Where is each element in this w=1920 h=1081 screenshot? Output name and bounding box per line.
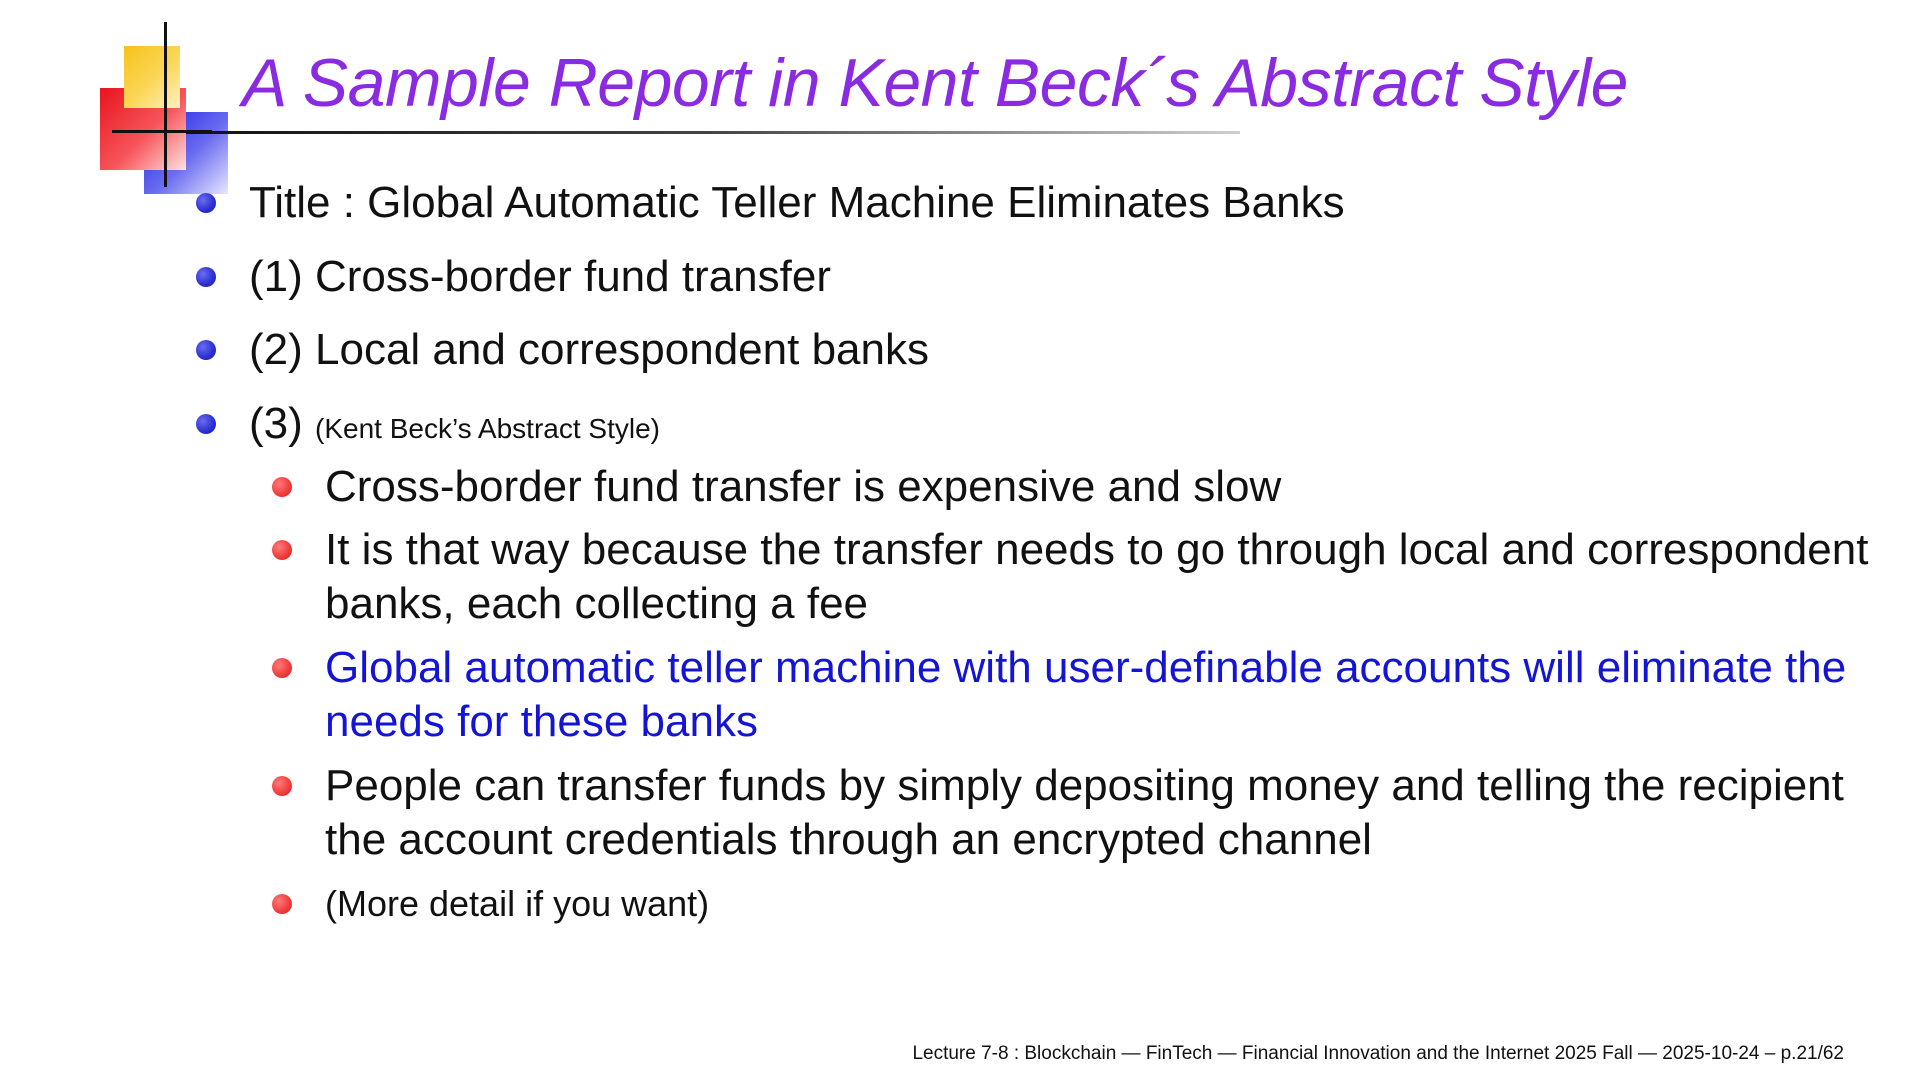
crosshair-vertical-line xyxy=(164,22,167,187)
bullet-dot-icon xyxy=(196,414,216,434)
sub-bullet-dot-icon xyxy=(272,477,292,497)
sub-bullet-dot-icon xyxy=(272,894,292,914)
sub-bullet-text-highlighted: Global automatic teller machine with user-definable accounts will eliminate the needs for these banks xyxy=(325,643,1847,746)
slide-footer: Lecture 7-8 : Blockchain — FinTech — Financial Innovation and the Internet 2025 Fall — 2025-10-24 – p.21/62 xyxy=(912,1043,1844,1064)
bullet-text: Title : Global Automatic Teller Machine Eliminates Banks xyxy=(249,178,1345,227)
sub-bullet-text: People can transfer funds by simply depositing money and telling the recipient the account credentials through an encrypted channel xyxy=(325,761,1844,864)
bullet-label: (3) xyxy=(249,399,303,448)
sub-bullet-text: (More detail if you want) xyxy=(325,883,710,924)
sub-bullet-dot-icon xyxy=(272,658,292,678)
bullet-dot-icon xyxy=(196,340,216,360)
bullet-text: (2) Local and correspondent banks xyxy=(249,325,929,374)
crosshair-horizontal-line xyxy=(112,130,212,133)
title-underline xyxy=(180,131,1240,134)
sub-bullet-text: Cross-border fund transfer is expensive and slow xyxy=(325,462,1282,511)
sub-bullet-dot-icon xyxy=(272,540,292,560)
sub-bullet-dot-icon xyxy=(272,776,292,796)
yellow-square xyxy=(124,46,180,108)
bullet-dot-icon xyxy=(196,267,216,287)
color-squares-logo-icon xyxy=(100,22,240,187)
slide-title: A Sample Report in Kent Beck´s Abstract Style xyxy=(242,45,1628,121)
sub-bullet-text: It is that way because the transfer needs to go through local and correspondent banks, each collecting a fee xyxy=(325,525,1869,628)
bullet-dot-icon xyxy=(196,193,216,213)
bullet-text xyxy=(249,397,660,456)
bullet-note: (Kent Beck’s Abstract Style) xyxy=(315,413,660,444)
bullet-text: (1) Cross-border fund transfer xyxy=(249,252,831,301)
